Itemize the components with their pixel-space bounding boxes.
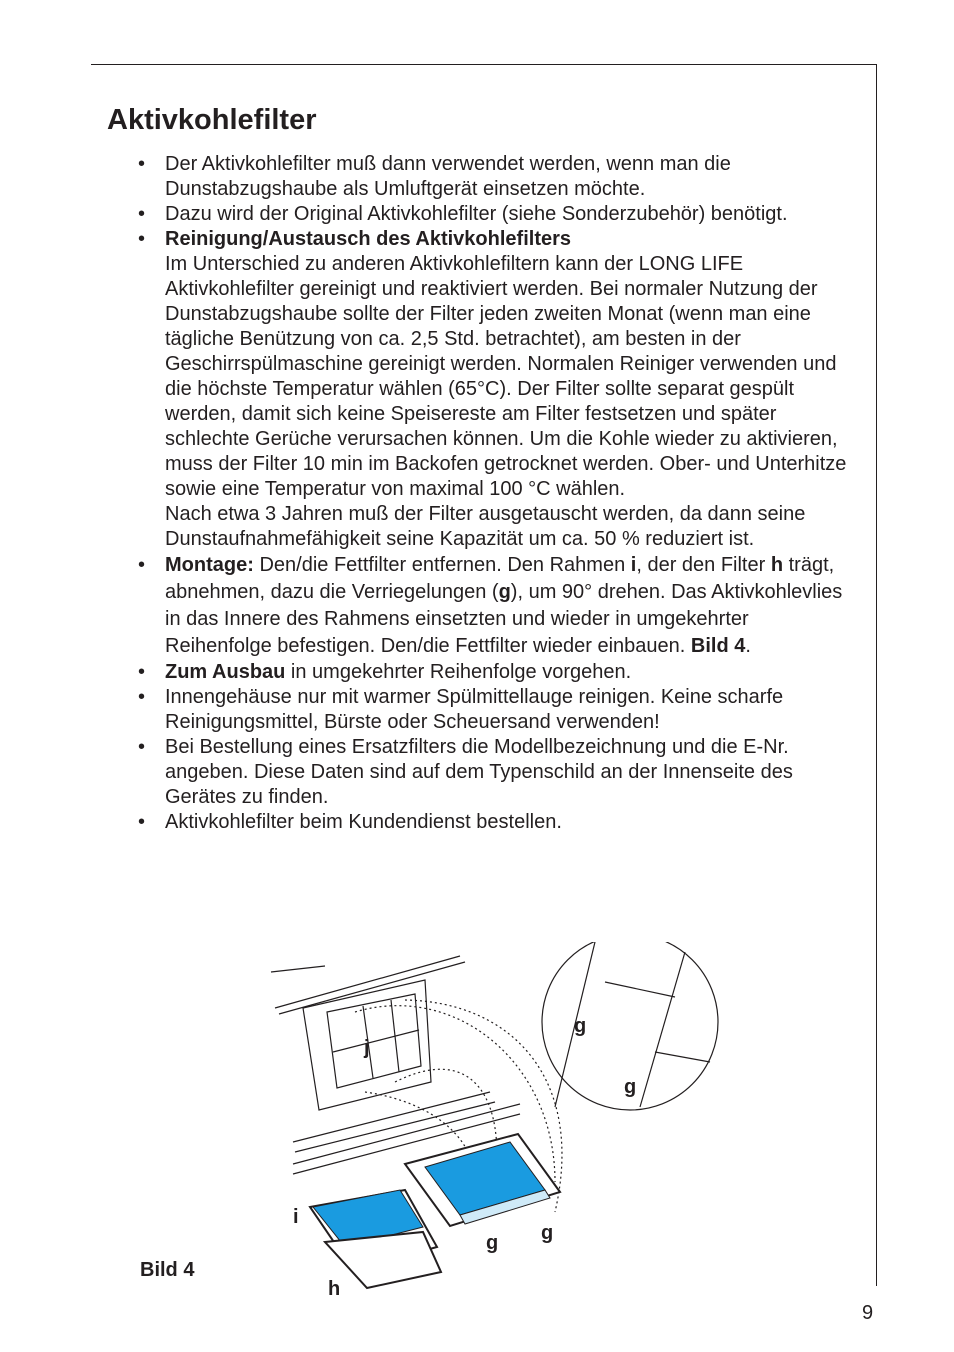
list-item [137,660,849,685]
bullet-text: trägt, abnehmen, dazu die Verriegelungen ( [165,554,835,603]
list-item [137,810,849,835]
bullet-lead: Montage: [165,554,254,576]
ref-letter: i [630,554,637,576]
bullet-text: ), um 90° drehen. Das Aktivkohlevlies in das Innere des Rahmens einsetzten und wieder in umgekehrter Reihenfolge befestigen. Den/die Fettfilter wieder einbauen. [165,581,843,657]
frame-top-rule [91,64,877,65]
bullet-heading: • Reinigung/Austausch des Aktivkohlefilters [165,228,572,250]
label-j: j [364,1037,370,1059]
page-number: 9 [862,1302,874,1324]
bullet-text: Im Unterschied zu anderen Aktivkohlefiltern kann der LONG LIFE Aktivkohlefilter gereinigt und reaktiviert werden. Bei normaler Nutzung der Dunstabzugshaube sollte der Filter jeden zweiten Monat (wenn man eine tägliche Benützung von ca. 2,5 Std. betrachtet), am besten in der Geschirrspülmaschine gereinigt werden. Normalen Reiniger verwenden und die höchste Temperatur wählen (65°C). Der Filter sollte separat gespült werden, damit sich keine Speisereste am Filter festsetzen und später schlechte Gerüche verursachen können. Um die Kohle wieder zu aktivieren, muss der Filter 10 min im Backofen getrocknet werden. Ober- und Unterhitze sowie eine Temperatur von maximal 100 °C wählen. [165,253,847,500]
filter-drawing [255,942,735,1312]
ref-letter: h [770,554,784,576]
bullet-text: Der Aktivkohlefilter muß dann verwendet werden, wenn man die Dunstabzugshaube als Umluftgerät einsetzen möchte. [165,153,731,200]
list-item [137,202,849,227]
list-item [137,685,849,735]
ref-letter: g [498,581,511,603]
bullet-text: Den/die Fettfilter entfernen. Den Rahmen [253,554,631,576]
bullet-text: Nach etwa 3 Jahren muß der Filter ausgetauscht werden, da dann seine Dunstaufnahmefähigkeit seine Kapazität um ca. 50 % reduziert ist. [165,503,806,550]
bullet-text: Aktivkohlefilter beim Kundendienst bestellen. [165,811,562,833]
label-g: g [486,1232,499,1254]
bullet-text: . [745,635,751,657]
label-g: g [624,1076,637,1098]
figure-caption: Bild 4 [140,1259,195,1281]
figure-reference: Bild 4 [690,635,746,657]
label-g: g [541,1222,554,1244]
bullet-text: , der den Filter [636,554,771,576]
label-i: i [293,1206,299,1228]
page-title: Aktivkohlefilter [107,104,317,136]
bullet-lead: Zum Ausbau [165,661,286,683]
bullet-text: Innengehäuse nur mit warmer Spülmittellauge reinigen. Keine scharfe Reinigungsmittel, Bürste oder Scheuersand verwenden! [165,686,784,733]
list-item [137,552,849,660]
list-item [137,152,849,202]
bullet-text: Bei Bestellung eines Ersatzfilters die Modellbezeichnung und die E-Nr. angeben. Diese Daten sind auf dem Typenschild an der Innenseite des Gerätes zu finden. [165,736,793,808]
label-g: g [574,1015,587,1037]
filter-illustration [255,942,735,1312]
list-item [137,735,849,810]
bullet-text: in umgekehrter Reihenfolge vorgehen. [285,661,632,683]
instruction-list [137,152,849,835]
bullet-text: Dazu wird der Original Aktivkohlefilter (siehe Sonderzubehör) benötigt. [165,203,788,225]
frame-right-rule [876,64,877,1286]
label-h: h [328,1278,341,1300]
list-item [137,227,849,552]
